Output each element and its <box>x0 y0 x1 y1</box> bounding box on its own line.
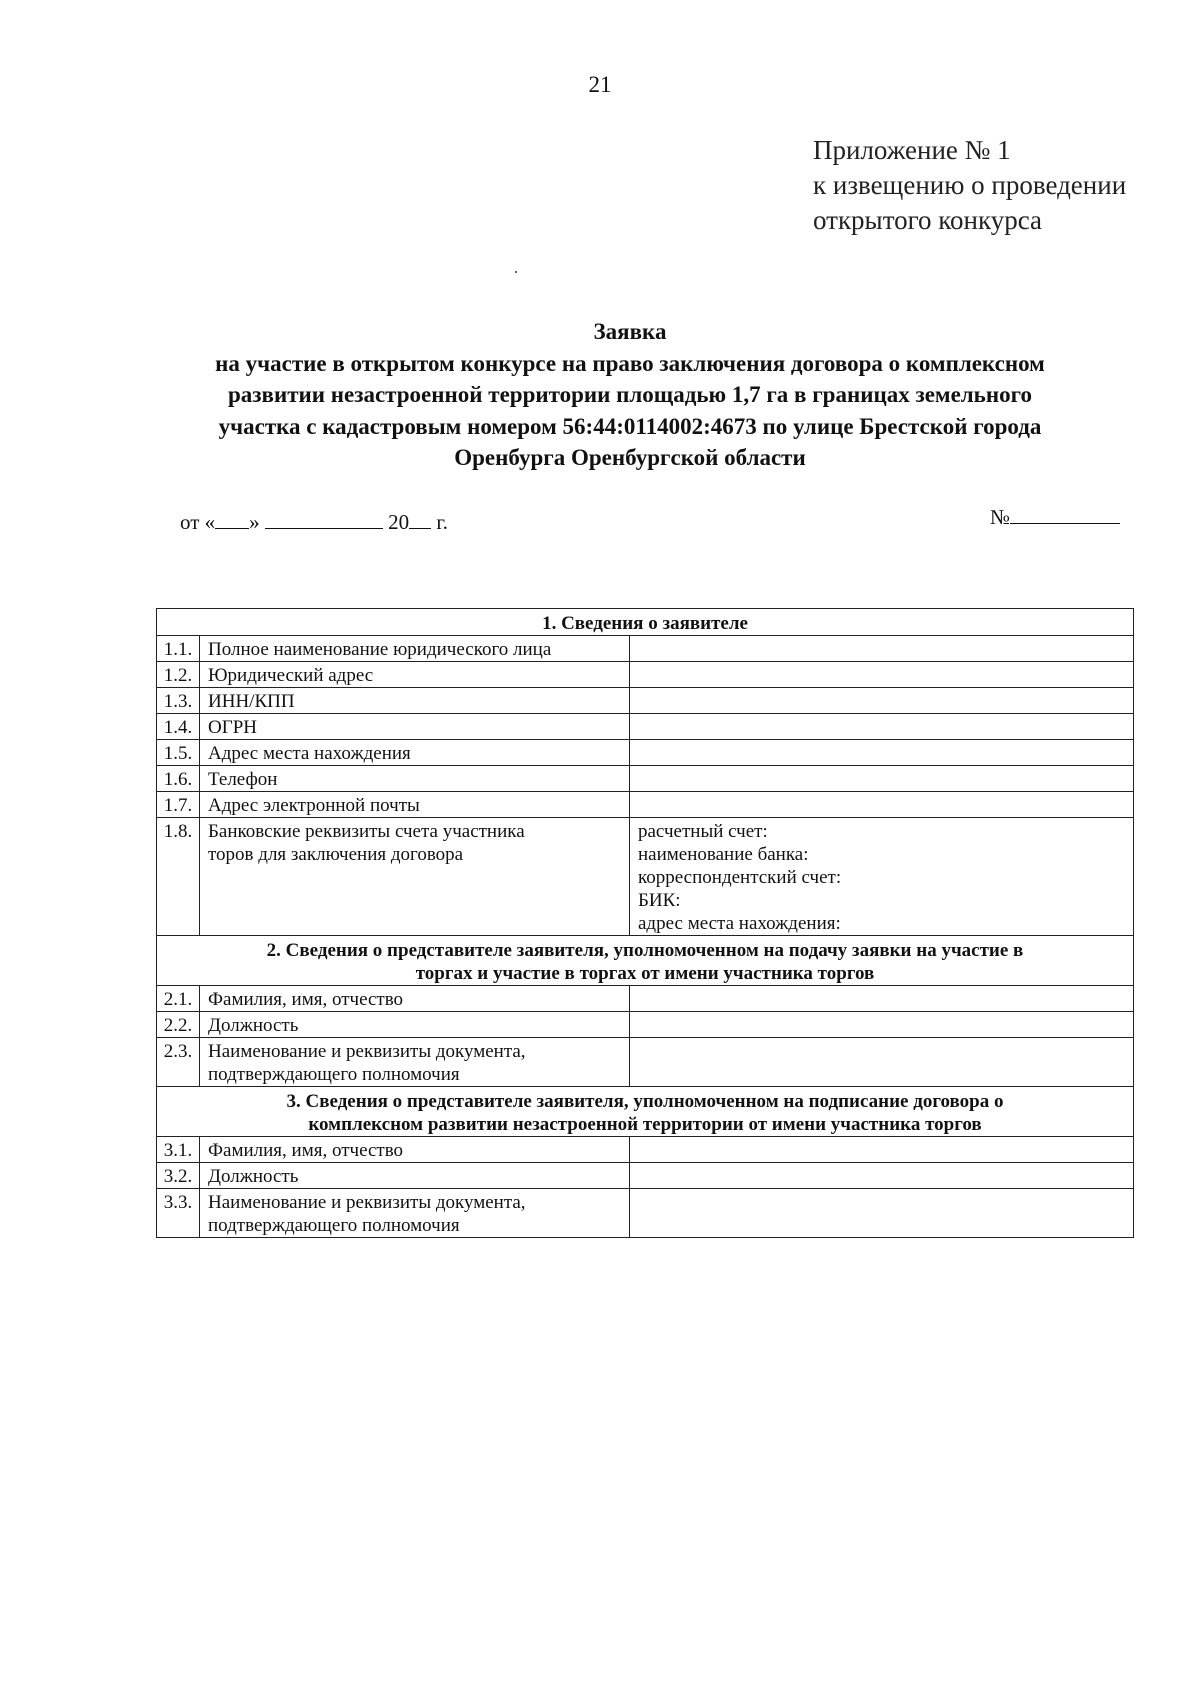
row-number: 3.3. <box>157 1189 200 1238</box>
date-year-prefix: 20 <box>388 510 410 534</box>
row-label: ИНН/КПП <box>200 688 630 714</box>
value-cell[interactable] <box>630 714 1134 740</box>
appendix-line-2: к извещению о проведении <box>813 170 1127 200</box>
value-cell[interactable] <box>630 1163 1134 1189</box>
table-row <box>157 1163 1134 1189</box>
value-cell[interactable] <box>630 636 1134 662</box>
date-suffix: г. <box>436 510 448 534</box>
year-blank[interactable] <box>409 508 431 529</box>
bank-field-address: адрес места нахождения: <box>638 913 841 934</box>
row-number: 1.7. <box>157 792 200 818</box>
row-label <box>200 818 630 936</box>
section-2-title <box>157 936 1134 986</box>
table-row <box>157 714 1134 740</box>
title-heading: Заявка <box>593 319 667 344</box>
table-row <box>157 766 1134 792</box>
value-cell[interactable] <box>630 986 1134 1012</box>
row-number: 1.3. <box>157 688 200 714</box>
value-cell[interactable] <box>630 1137 1134 1163</box>
table-row <box>157 986 1134 1012</box>
value-cell[interactable] <box>630 662 1134 688</box>
scan-speck <box>515 271 517 273</box>
appendix-line-1: Приложение № 1 <box>813 135 1011 165</box>
date-mid: » <box>249 510 260 534</box>
table-row <box>157 1189 1134 1238</box>
row-label <box>200 1189 630 1238</box>
bank-field-bik: БИК: <box>638 890 681 911</box>
row-number: 3.2. <box>157 1163 200 1189</box>
row-label-line-1: Банковские реквизиты счета участника <box>208 821 525 842</box>
table-row <box>157 792 1134 818</box>
row-label: Фамилия, имя, отчество <box>200 1137 630 1163</box>
section-3-title-line-2: комплексном развитии незастроенной территории от имени участника торгов <box>308 1114 982 1135</box>
number-label: № <box>990 505 1011 529</box>
row-label <box>200 1038 630 1087</box>
value-cell[interactable] <box>630 688 1134 714</box>
table-row <box>157 740 1134 766</box>
month-blank[interactable] <box>265 508 383 529</box>
table-row <box>157 662 1134 688</box>
bank-field-account: расчетный счет: <box>638 821 768 842</box>
table-row <box>157 1038 1134 1087</box>
applicant-form-table <box>156 608 1134 1238</box>
row-number: 2.1. <box>157 986 200 1012</box>
row-number: 1.2. <box>157 662 200 688</box>
row-label: Полное наименование юридического лица <box>200 636 630 662</box>
row-number: 1.5. <box>157 740 200 766</box>
row-label-line-1: Наименование и реквизиты документа, <box>208 1192 526 1213</box>
number-blank[interactable] <box>1010 503 1120 524</box>
title-line-3: участка с кадастровым номером 56:44:0114002:4673 по улице Брестской города <box>218 413 1042 439</box>
row-number: 1.6. <box>157 766 200 792</box>
row-label: Должность <box>200 1012 630 1038</box>
row-label: Юридический адрес <box>200 662 630 688</box>
section-3-title <box>157 1087 1134 1137</box>
section-3-header <box>157 1087 1134 1137</box>
row-label: Адрес места нахождения <box>200 740 630 766</box>
title-line-1: на участие в открытом конкурсе на право заключения договора о комплексном <box>215 350 1045 376</box>
section-1-title: 1. Сведения о заявителе <box>157 609 1134 636</box>
title-line-4: Оренбурга Оренбургской области <box>454 445 806 470</box>
section-1-header <box>157 609 1134 636</box>
page-number: 21 <box>588 72 612 97</box>
row-label: Фамилия, имя, отчество <box>200 986 630 1012</box>
value-cell[interactable] <box>630 766 1134 792</box>
table-row <box>157 1012 1134 1038</box>
row-label-line-1: Наименование и реквизиты документа, <box>208 1041 526 1062</box>
table-row <box>157 636 1134 662</box>
section-2-header <box>157 936 1134 986</box>
row-number: 1.8. <box>157 818 200 936</box>
row-number: 1.4. <box>157 714 200 740</box>
row-number: 2.2. <box>157 1012 200 1038</box>
value-cell[interactable] <box>630 740 1134 766</box>
row-label-line-2: торов для заключения договора <box>208 844 464 865</box>
section-2-title-line-2: торгах и участие в торгах от имени участника торгов <box>415 963 875 984</box>
section-2-title-line-1: 2. Сведения о представителе заявителя, уполномоченном на подачу заявки на участие в <box>266 940 1024 961</box>
row-label: Телефон <box>200 766 630 792</box>
value-cell[interactable] <box>630 1012 1134 1038</box>
bank-fields-cell[interactable] <box>630 818 1134 936</box>
section-3-title-line-1: 3. Сведения о представителе заявителя, уполномоченном на подписание договора о <box>286 1091 1004 1112</box>
date-line <box>180 508 448 535</box>
title-line-2: развитии незастроенной территории площадью 1,7 га в границах земельного <box>228 382 1032 407</box>
value-cell[interactable] <box>630 1038 1134 1087</box>
table-row-bank-details <box>157 818 1134 936</box>
row-label: ОГРН <box>200 714 630 740</box>
row-label-line-2: подтверждающего полномочия <box>208 1215 460 1236</box>
row-label-line-2: подтверждающего полномочия <box>208 1064 460 1085</box>
row-label: Должность <box>200 1163 630 1189</box>
table-row <box>157 1137 1134 1163</box>
application-number <box>990 503 1120 530</box>
bank-field-bank-name: наименование банка: <box>638 844 809 865</box>
day-blank[interactable] <box>215 508 249 529</box>
row-number: 1.1. <box>157 636 200 662</box>
row-number: 2.3. <box>157 1038 200 1087</box>
value-cell[interactable] <box>630 792 1134 818</box>
row-label: Адрес электронной почты <box>200 792 630 818</box>
table-row <box>157 688 1134 714</box>
row-number: 3.1. <box>157 1137 200 1163</box>
bank-field-corr-account: корреспондентский счет: <box>638 867 842 888</box>
appendix-line-3: открытого конкурса <box>813 205 1043 235</box>
date-prefix: от « <box>180 510 216 534</box>
document-title <box>150 316 1110 474</box>
appendix-note <box>813 133 1126 238</box>
value-cell[interactable] <box>630 1189 1134 1238</box>
